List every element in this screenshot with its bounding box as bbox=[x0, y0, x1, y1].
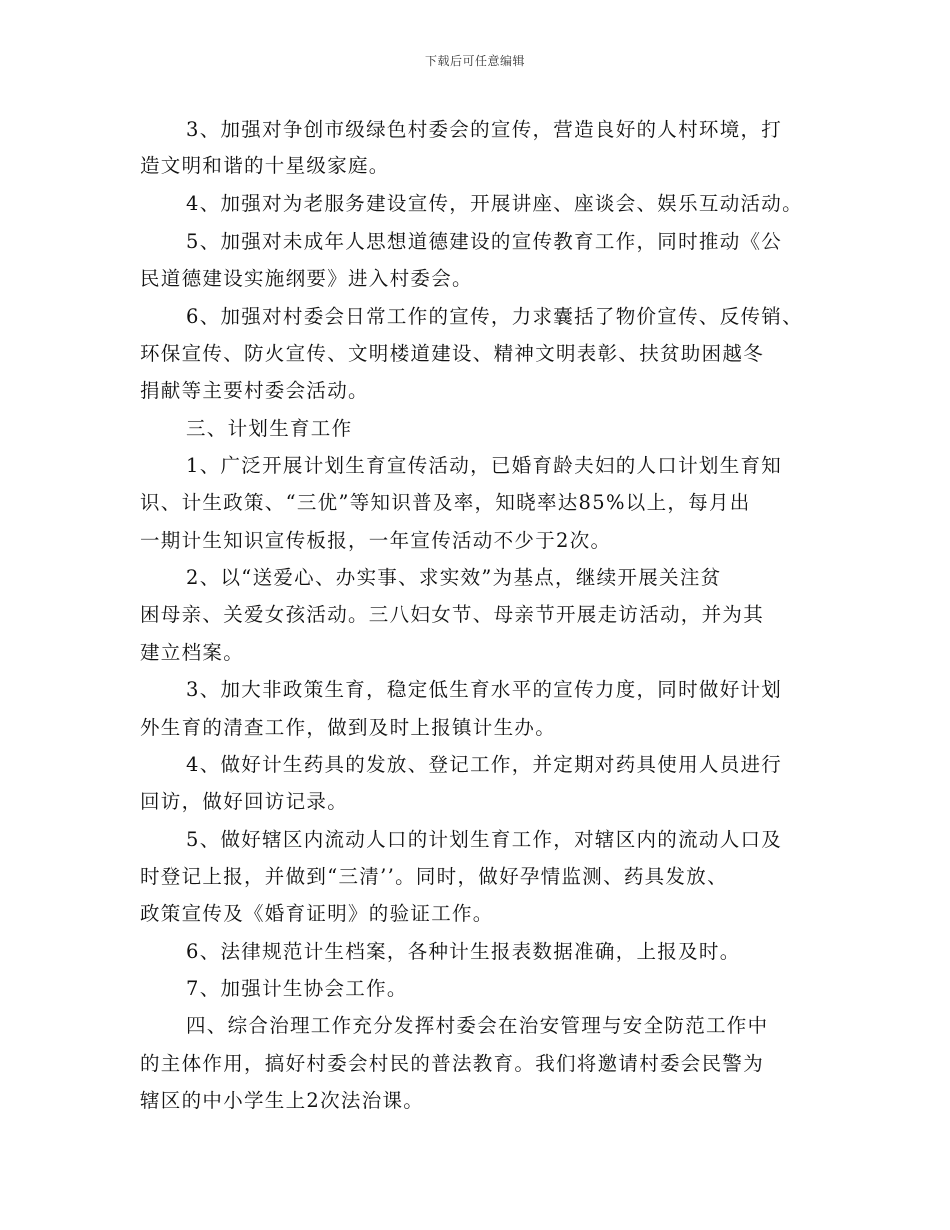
section-heading: 三、计划生育工作 bbox=[186, 417, 353, 440]
paragraph-line: 困母亲、关爱女孩活动。三八妇女节、母亲节开展走访活动，并为其 bbox=[140, 603, 765, 626]
paragraph-line: 回访，做好回访记录。 bbox=[140, 790, 349, 813]
paragraph-line: 3、加大非政策生育，稳定低生育水平的宣传力度，同时做好计划 bbox=[186, 678, 783, 701]
paragraph-line: 2、以“送爱心、办实事、求实效”为基点，继续开展关注贫 bbox=[186, 566, 722, 589]
paragraph-line: 民道德建设实施纲要》进入村委会。 bbox=[140, 267, 473, 290]
paragraph-line: 1、广泛开展计划生育宣传活动，已婚育龄夫妇的人口计划生育知 bbox=[186, 454, 783, 477]
paragraph-line: 捐献等主要村委会活动。 bbox=[140, 379, 369, 402]
paragraph-line: 环保宣传、防火宣传、文明楼道建设、精神文明表彰、扶贫助困越冬 bbox=[140, 342, 765, 365]
paragraph-line: 时登记上报，并做到“三清’’。同时，做好孕情监测、药具发放、 bbox=[140, 865, 728, 888]
page-header: 下载后可任意编辑 bbox=[424, 54, 525, 68]
paragraph-line: 建立档案。 bbox=[140, 641, 245, 664]
paragraph-line: 3、加强对争创市级绿色村委会的宣传，营造良好的人村环境，打 bbox=[186, 118, 783, 141]
paragraph-line: 4、加强对为老服务建设宣传，开展讲座、座谈会、娱乐互动活动。 bbox=[186, 192, 803, 215]
paragraph-line: 6、法律规范计生档案，各种计生报表数据准确，上报及时。 bbox=[186, 940, 741, 963]
paragraph-line: 政策宣传及《婚育证明》的验证工作。 bbox=[140, 902, 494, 925]
paragraph-line: 外生育的清查工作，做到及时上报镇计生办。 bbox=[140, 716, 557, 739]
paragraph-line: 5、加强对未成年人思想道德建设的宣传教育工作，同时推动《公 bbox=[186, 230, 783, 253]
paragraph-line: 6、加强对村委会日常工作的宣传，力求囊括了物价宣传、反传销、 bbox=[186, 305, 803, 328]
paragraph-line: 5、做好辖区内流动人口的计划生育工作，对辖区内的流动人口及 bbox=[186, 828, 783, 851]
paragraph-line: 4、做好计生药具的发放、登记工作，并定期对药具使用人员进行 bbox=[186, 753, 783, 776]
paragraph-line: 7、加强计生协会工作。 bbox=[186, 977, 408, 1000]
paragraph-line: 的主体作用，搞好村委会村民的普法教育。我们将邀请村委会民警为 bbox=[140, 1052, 765, 1075]
paragraph-line: 辖区的中小学生上2次法治课。 bbox=[140, 1089, 425, 1112]
paragraph-line: 四、综合治理工作充分发挥村委会在治安管理与安全防范工作中 bbox=[186, 1014, 769, 1037]
paragraph-line: 造文明和谐的十星级家庭。 bbox=[140, 154, 390, 177]
paragraph-line: 一期计生知识宣传板报，一年宣传活动不少于2次。 bbox=[140, 529, 612, 552]
paragraph-line: 识、计生政策、“三优”等知识普及率，知晓率达85%以上，每月出 bbox=[140, 491, 751, 514]
